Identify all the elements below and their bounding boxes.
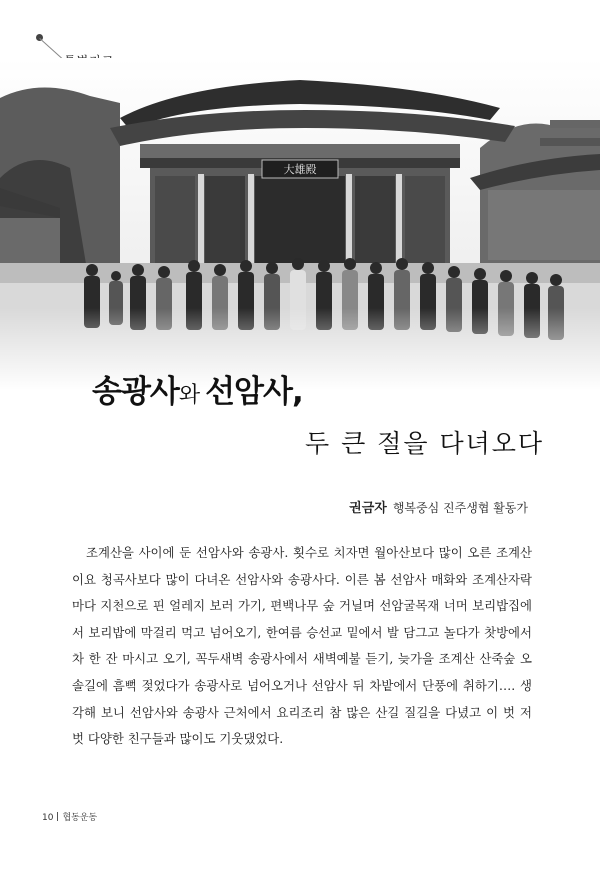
article-title-line2: 두 큰 절을 다녀오다 — [305, 429, 545, 458]
title-conjunction: 와 — [178, 383, 206, 408]
group-photo-temple — [0, 58, 600, 390]
hall-sign-text: 大雄殿 — [283, 163, 317, 176]
author-affiliation: 행복중심 진주생협 활동가 — [392, 501, 528, 515]
title-comma: , — [291, 374, 303, 410]
page-footer — [42, 810, 97, 823]
author-byline — [349, 497, 528, 516]
page-number: 10 — [42, 813, 54, 823]
title-place-seonamsa: 선암사 — [205, 374, 292, 410]
author-name: 권금자 — [349, 501, 387, 516]
footer-separator — [57, 812, 58, 821]
title-place-songgwangsa: 송광사 — [92, 374, 179, 410]
article-title-line1 — [92, 366, 303, 411]
article-body — [72, 540, 532, 753]
publication-name: 협동운동 — [62, 813, 98, 823]
body-paragraph: 조계산을 사이에 둔 선암사와 송광사. 횟수로 치자면 월아산보다 많이 오른 조계산이요 청곡사보다 많이 다녀온 선암사와 송광사다. 이른 봄 선암사 매화와 조계산자락마다 지천으로 핀 얼레지 보러 가기, 편백나무 숲 거닐며 선암굴목재 너머 보리밥집에서 보리밥에 막걸리 먹고 넘어오기, 한여름 승선교 밑에서 발 담그고 놀다가 찻방에서 차 한 잔 마시고 오기, 꼭두새벽 송광사에서 새벽예불 듣기, 늦가을 조계산 산죽숲 오솔길에 흠뻑 젖었다가 송광사로 넘어오거나 선암사 뒤 차밭에서 단풍에 취하기…. 생각해 보니 선암사와 송광사 근처에서 요리조리 참 많은 산길 질길을 다녔고 이 벗 저 벗 다양한 친구들과 많이도 기웃댔었다. — [72, 545, 532, 747]
